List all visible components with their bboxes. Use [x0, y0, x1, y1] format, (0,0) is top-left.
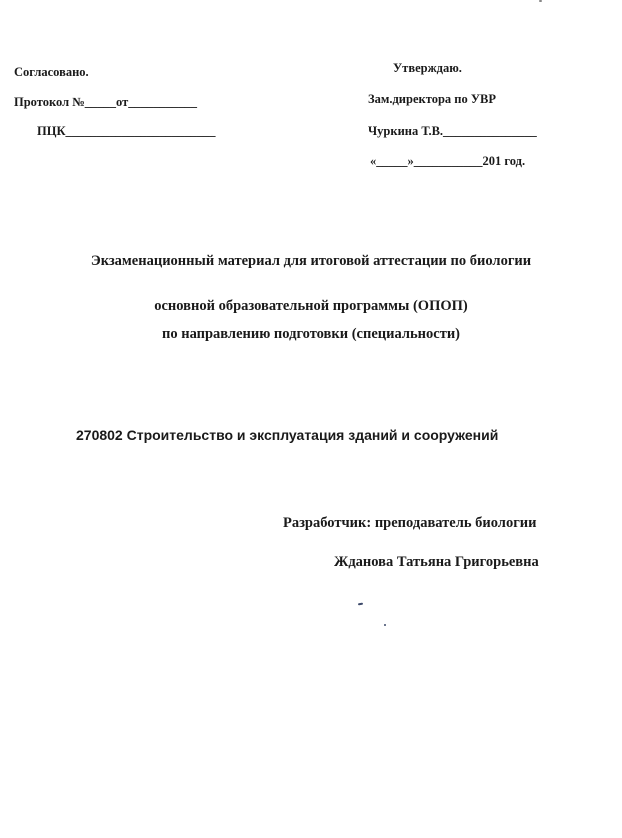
developer-name: Жданова Татьяна Григорьевна — [334, 554, 539, 570]
date-line: «_____»___________201 год. — [370, 154, 526, 168]
scan-speck — [384, 624, 386, 626]
signer-line: Чуркина Т.В._______________ — [368, 124, 537, 138]
scan-speck — [358, 603, 363, 606]
approve-label: Утверждаю. — [393, 61, 462, 75]
document-title-line-1: Экзаменационный материал для итоговой аттестации по биологии — [90, 253, 532, 269]
document-title-line-3: по направлению подготовки (специальности) — [161, 326, 460, 342]
scan-speck — [539, 0, 542, 2]
specialty-line: 270802 Строительство и эксплуатация зданий и сооружений — [76, 427, 499, 443]
committee-line: ПЦК________________________ — [37, 124, 216, 138]
document-title-line-2: основной образовательной программы (ОПОП) — [154, 298, 468, 314]
agreed-label: Согласовано. — [14, 65, 89, 79]
protocol-line: Протокол №_____от___________ — [14, 95, 198, 109]
deputy-line: Зам.директора по УВР — [368, 92, 496, 106]
developer-role: Разработчик: преподаватель биологии — [283, 515, 537, 531]
